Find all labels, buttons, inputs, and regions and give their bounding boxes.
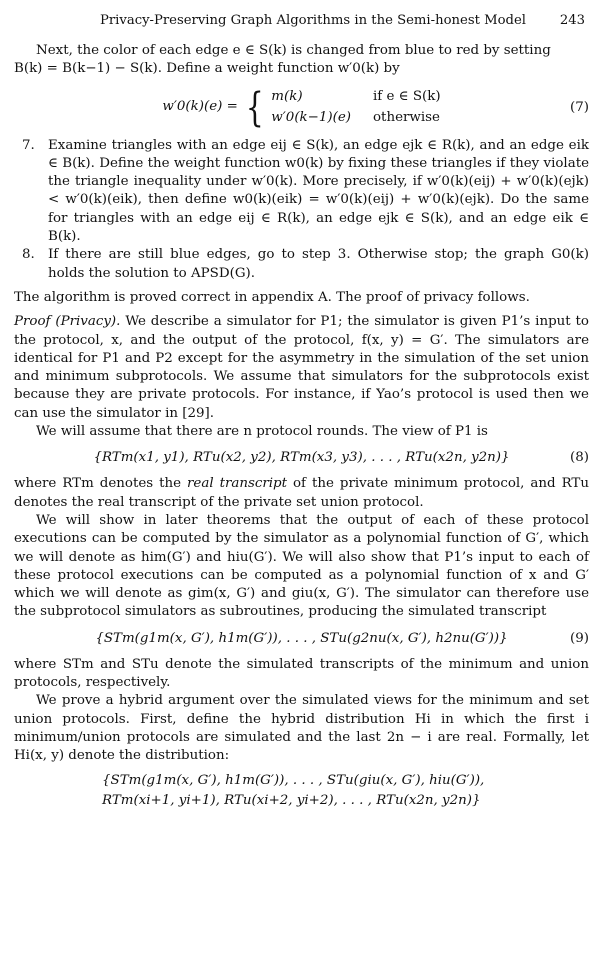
hybrid-line-2: RTm(xi+1, yi+1), RTu(xi+2, yi+2), . . . , RTu(x2n, y2n)} (102, 792, 481, 808)
left-brace-icon: { (245, 84, 264, 131)
step-7-number: 7. (22, 137, 35, 153)
para-where-st: where STm and STu denote the simulated transcripts of the minimum and union protocols, respectively. (14, 656, 589, 691)
para-where-rt (14, 475, 589, 512)
eq7-cases (271, 88, 440, 127)
equation-9 (14, 626, 589, 652)
step-7-text: Examine triangles with an edge eij ∈ S(k), an edge ejk ∈ R(k), and an edge eik ∈ B(k). Define the weight function w0(k) by fixing these triangles if they violate the triangle inequality under w′0(k). More precisely, if w′0(k)(eij) + w′0(k)(ejk) < w′0(k)(eik), then define w0(k)(eik) = w′0(k)(eij) + w′0(k)(ejk). Do the same for triangles with an edge eij ∈ R(k), an edge ejk ∈ S(k), and an edge eik ∈ B(k). (48, 137, 589, 245)
para-correctness: The algorithm is proved correct in appendix A. The proof of privacy follows. (14, 289, 530, 305)
where-rt-part2: of the private minimum protocol, and RTu denotes the real transcript of the private set union protocol. (14, 476, 589, 510)
proof-text: We describe a simulator for P1; the simulator is given P1’s input to the protocol, x, and the output of the protocol, f(x, y) = G′. The simulators are identical for P1 and P2 except for the asymmetry in the simulation of the set union and minimum subprotocols. We assume that simulators for the subprotocols exist because they are private protocols. For instance, if Yao’s protocol is used then we can use the simulator in [29]. (14, 314, 589, 421)
equation-hybrid (102, 772, 589, 811)
para-rounds: We will assume that there are n protocol rounds. The view of P1 is (36, 424, 488, 440)
step-8 (14, 246, 589, 283)
running-title: Privacy-Preserving Graph Algorithms in the Semi-honest Model (100, 13, 526, 28)
step-8-number: 8. (22, 247, 35, 263)
proof-label: Proof (Privacy). (14, 314, 121, 330)
proof-paragraph (14, 313, 589, 423)
step-8-text: If there are still blue edges, go to step 3. Otherwise stop; the graph G0(k) holds the solution to APSD(G). (48, 247, 589, 281)
eq8-number: (8) (570, 450, 589, 466)
eq7-case2-value: w′0(k−1)(e) (271, 109, 351, 125)
eq9-number: (9) (570, 630, 589, 646)
main-text (14, 42, 589, 810)
equation-7 (14, 83, 589, 133)
eq7-lhs: w′0(k)(e) = (162, 99, 238, 115)
step-7 (14, 137, 589, 247)
equation-8 (14, 445, 589, 471)
where-rt-part1: where RTm denotes the (14, 476, 182, 492)
page-number: 243 (559, 13, 585, 28)
eq9-expression: {STm(g1m(x, G′), h1m(G′)), . . . , STu(g2nu(x, G′), h2nu(G′))} (95, 630, 508, 646)
eq7-case2-cond: otherwise (373, 109, 440, 125)
where-rt-emphasis: real transcript (187, 476, 287, 492)
para-hybrid: We prove a hybrid argument over the simulated views for the minimum and set union protocols. First, define the hybrid distribution Hi in which the first i minimum/union protocols are simulated and the last 2n − i are real. Formally, let Hi(x, y) denote the distribution: (14, 693, 589, 764)
para-show: We will show in later theorems that the output of each of these protocol executions can be computed by the simulator as a polynomial function of G′, which we will denote as him(G′) and hiu(G′). We will also show that P1’s input to each of these protocol executions can be computed as a polynomial function of x and G′ which we will denote as gim(x, G′) and giu(x, G′). The simulator can therefore use the subprotocol simulators as subroutines, producing the simulated transcript (14, 512, 589, 620)
hybrid-line-1: {STm(g1m(x, G′), h1m(G′)), . . . , STu(giu(x, G′), hiu(G′)), (102, 772, 485, 788)
intro-line-1: Next, the color of each edge e ∈ S(k) is changed from blue to red by setting (36, 43, 551, 58)
eq7-case1-value: m(k) (271, 89, 303, 105)
running-head (14, 0, 589, 28)
eq8-expression: {RTm(x1, y1), RTu(x2, y2), RTm(x3, y3), . . . , RTu(x2n, y2n)} (93, 450, 510, 466)
intro-line-2: B(k) = B(k−1) − S(k). Define a weight function w′0(k) by (14, 61, 400, 77)
eq7-number: (7) (570, 99, 589, 115)
eq7-case1-cond: if e ∈ S(k) (373, 89, 441, 105)
